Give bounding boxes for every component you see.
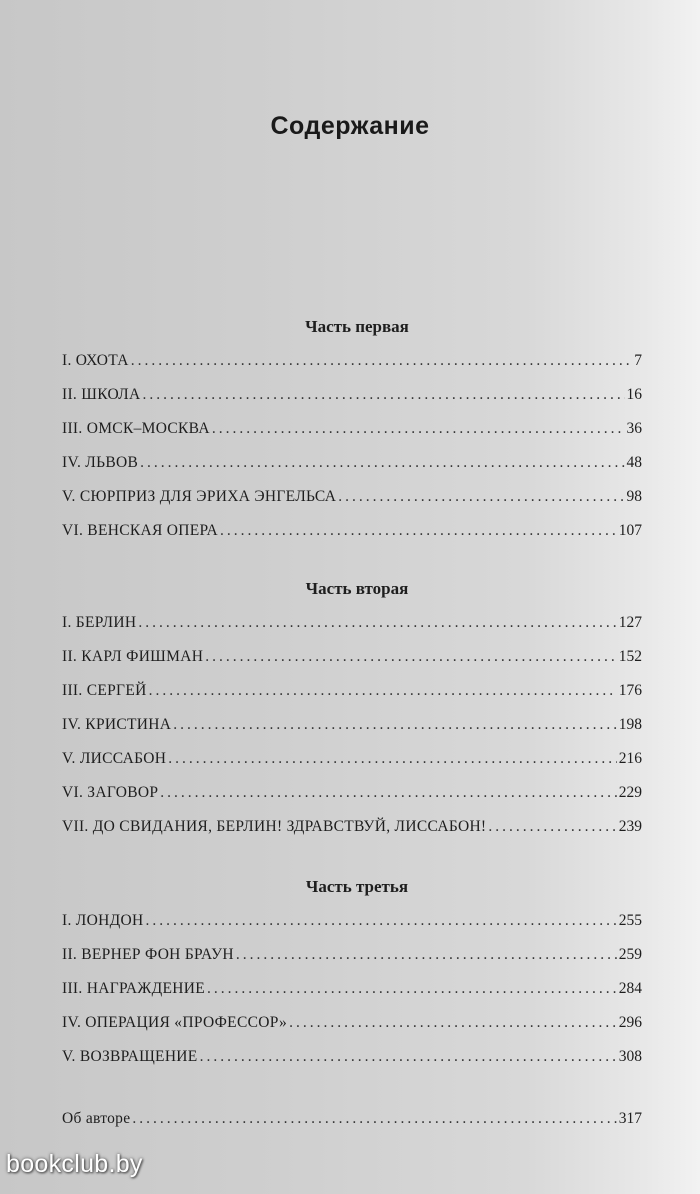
dot-leader [200,1048,617,1066]
dot-leader [212,420,625,438]
toc-entry-title: III. НАГРАЖДЕНИЕ [62,980,205,997]
toc-entry-title: VI. ВЕНСКАЯ ОПЕРА [62,522,218,539]
dot-leader [149,682,617,700]
dot-leader [236,946,617,964]
toc-about-author [62,1110,642,1144]
toc-entry-title: IV. КРИСТИНА [62,716,172,733]
watermark: bookclub.by [6,1150,143,1178]
toc-entry-title: II. КАРЛ ФИШМАН [62,648,204,665]
toc-entry-title: III. СЕРГЕЙ [62,682,147,699]
toc-part-1 [62,314,642,556]
toc-entry-page: 107 [618,522,642,539]
toc-entry-page: 229 [618,784,642,801]
toc-entry[interactable] [62,946,642,980]
toc-entry[interactable] [62,1014,642,1048]
dot-leader [145,912,616,930]
toc-entry[interactable] [62,912,642,946]
toc-entry[interactable] [62,488,642,522]
toc-entry-page: 127 [618,614,642,631]
toc-entry[interactable] [62,750,642,784]
part-heading: Часть вторая [305,579,409,598]
toc-entry[interactable] [62,716,642,750]
dot-leader [205,648,617,666]
toc-entry-title: II. ШКОЛА [62,386,141,403]
toc-entry[interactable] [62,386,642,420]
toc-entry-title: V. ВОЗВРАЩЕНИЕ [62,1048,198,1065]
toc-entry-page: 284 [618,980,642,997]
dot-leader [488,818,616,836]
dot-leader [160,784,616,802]
toc-entry-page: 152 [618,648,642,665]
dot-leader [131,352,632,370]
toc-entry[interactable] [62,818,642,852]
toc-entry-page: 36 [626,420,642,437]
toc-entry[interactable] [62,614,642,648]
toc-entry[interactable] [62,1110,642,1144]
toc-entry-page: 16 [626,386,642,403]
dot-leader [289,1014,617,1032]
toc-entry-page: 317 [618,1110,642,1127]
toc-entry-title: V. ЛИССАБОН [62,750,167,767]
toc-entry[interactable] [62,648,642,682]
toc-entry-title: II. ВЕРНЕР ФОН БРАУН [62,946,234,963]
toc-entry-title: IV. ЛЬВОВ [62,454,139,471]
toc-entry[interactable] [62,522,642,556]
toc-part-2 [62,576,642,852]
toc-entry-page: 296 [618,1014,642,1031]
toc-entry-page: 255 [618,912,642,929]
dot-leader [138,614,616,632]
toc-entry-title: VI. ЗАГОВОР [62,784,159,801]
toc-entry-page: 98 [626,488,642,505]
dot-leader [132,1110,616,1128]
toc-entry-title: I. ЛОНДОН [62,912,144,929]
toc-entry-page: 239 [618,818,642,835]
dot-leader [338,488,624,506]
toc-entry-title: I. БЕРЛИН [62,614,137,631]
toc-part-3 [62,874,642,1082]
part-heading: Часть третья [305,877,409,896]
toc-entry-title: VII. ДО СВИДАНИЯ, БЕРЛИН! ЗДРАВСТВУЙ, ЛИССАБОН! [62,818,487,835]
toc-entry-title: I. ОХОТА [62,352,129,369]
dot-leader [168,750,617,768]
toc-entry[interactable] [62,682,642,716]
toc-entry-title: Об авторе [62,1110,131,1127]
dot-leader [207,980,617,998]
toc-entry[interactable] [62,980,642,1014]
toc-entry-page: 176 [618,682,642,699]
toc-entry-title: III. ОМСК–МОСКВА [62,420,210,437]
toc-entry-page: 308 [618,1048,642,1065]
toc-entry[interactable] [62,454,642,488]
dot-leader [143,386,625,404]
dot-leader [173,716,617,734]
toc-entry[interactable] [62,784,642,818]
toc-entry-page: 259 [618,946,642,963]
toc-entry[interactable] [62,1048,642,1082]
toc-entry-page: 198 [618,716,642,733]
toc-entry-page: 216 [618,750,642,767]
toc-entry-page: 7 [634,352,642,369]
toc-entry[interactable] [62,420,642,454]
part-heading: Часть первая [305,317,409,336]
dot-leader [220,522,617,540]
toc-entry-title: V. СЮРПРИЗ ДЛЯ ЭРИХА ЭНГЕЛЬСА [62,488,337,505]
page-title: Содержание [270,112,430,140]
toc-entry-title: IV. ОПЕРАЦИЯ «ПРОФЕССОР» [62,1014,288,1031]
toc-entry-page: 48 [626,454,642,471]
dot-leader [140,454,624,472]
toc-entry[interactable] [62,352,642,386]
